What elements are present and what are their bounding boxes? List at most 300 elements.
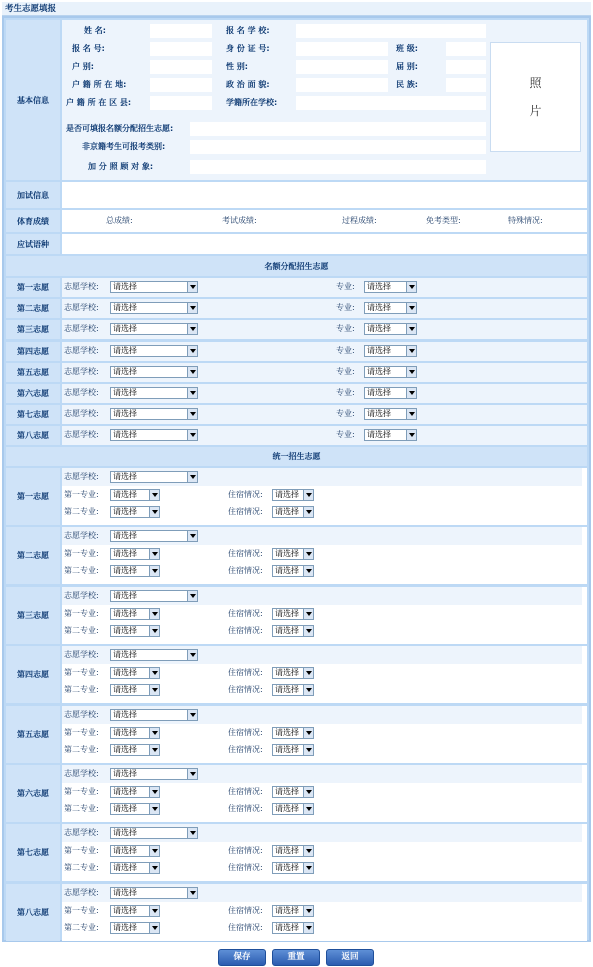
quota-school-select[interactable]	[110, 345, 198, 357]
unified-major2-select[interactable]	[110, 862, 160, 874]
chevron-down-icon	[303, 549, 313, 559]
non-beijing-type-value	[190, 140, 486, 154]
chevron-down-icon	[149, 728, 159, 738]
unified-school-select[interactable]	[110, 530, 198, 542]
unified-lodging2-label: 住宿情况:	[228, 804, 263, 813]
quota-row	[6, 299, 587, 318]
pe-exam-label: 考试成绩:	[222, 216, 257, 225]
quota-row	[6, 405, 587, 424]
gender-label: 性 别:	[226, 62, 248, 71]
school-value	[296, 24, 486, 38]
unified-lodging1-select[interactable]	[272, 905, 314, 917]
unified-school-label: 志愿学校:	[64, 531, 99, 541]
political-label: 政 治 面 貌:	[226, 80, 270, 89]
chevron-down-icon	[406, 367, 416, 377]
unified-major1-select[interactable]	[110, 489, 160, 501]
save-button[interactable]: 保存	[218, 949, 266, 966]
quota-school-label: 志愿学校:	[64, 388, 99, 397]
quota-row-content	[62, 426, 587, 445]
chevron-down-icon	[187, 828, 197, 838]
unified-lodging2-select-value: 请选择	[275, 863, 299, 873]
chevron-down-icon	[406, 388, 416, 398]
quota-school-label: 志愿学校:	[64, 430, 99, 440]
unified-lodging2-select-value: 请选择	[275, 744, 299, 754]
quota-row-content	[62, 320, 587, 339]
unified-major2-select-value: 请选择	[113, 625, 137, 635]
quota-major-select[interactable]	[364, 345, 417, 357]
unified-lodging1-select[interactable]	[272, 786, 314, 798]
unified-school-select-value: 请选择	[113, 472, 137, 481]
unified-school-select[interactable]	[110, 709, 198, 721]
quota-school-select[interactable]	[110, 323, 198, 335]
unified-school-label: 志愿学校:	[64, 887, 99, 897]
unified-lodging2-select[interactable]	[272, 922, 314, 934]
quota-row	[6, 342, 587, 361]
quota-row-content	[62, 342, 587, 361]
unified-school-select-value: 请选择	[113, 828, 137, 838]
chevron-down-icon	[149, 745, 159, 755]
unified-row	[6, 884, 587, 941]
quota-school-select[interactable]	[110, 366, 198, 378]
unified-school-select-value: 请选择	[113, 709, 137, 719]
unified-major2-select-value: 请选择	[113, 863, 137, 873]
chevron-down-icon	[303, 923, 313, 933]
gender-value	[296, 60, 388, 74]
unified-major2-label: 第二专业:	[64, 507, 99, 516]
unified-major2-select-value: 请选择	[113, 922, 137, 932]
quota-row-label: 第八志愿	[6, 426, 60, 445]
unified-major1-select[interactable]	[110, 727, 160, 739]
unified-lodging2-select[interactable]	[272, 565, 314, 577]
chevron-down-icon	[187, 888, 197, 898]
chevron-down-icon	[149, 863, 159, 873]
unified-lodging1-label: 住宿情况:	[228, 668, 263, 678]
unified-lodging2-select[interactable]	[272, 744, 314, 756]
quota-row-content	[62, 384, 587, 403]
unified-major1-label: 第一专业:	[64, 846, 99, 856]
unified-lodging1-select-value: 请选择	[275, 905, 299, 915]
unified-lodging1-select-value: 请选择	[275, 846, 299, 856]
unified-school-select[interactable]	[110, 590, 198, 602]
unified-lodging2-label: 住宿情况:	[228, 566, 263, 576]
unified-row	[6, 706, 587, 763]
quota-major-select-value: 请选择	[367, 345, 391, 355]
unified-major2-label: 第二专业:	[64, 804, 99, 813]
chevron-down-icon	[303, 685, 313, 695]
unified-school-select-value: 请选择	[113, 531, 137, 541]
quota-major-label: 专业:	[336, 324, 355, 334]
unified-major1-select[interactable]	[110, 608, 160, 620]
chevron-down-icon	[303, 863, 313, 873]
unified-lodging2-select-value: 请选择	[275, 804, 299, 813]
language-content	[62, 234, 587, 254]
chevron-down-icon	[149, 787, 159, 797]
chevron-down-icon	[303, 609, 313, 619]
unified-row-label: 第三志愿	[6, 587, 60, 644]
roll-school-value	[296, 96, 486, 110]
unified-major1-select-value: 请选择	[113, 608, 137, 618]
unified-major1-select[interactable]	[110, 845, 160, 857]
quota-school-select[interactable]	[110, 302, 198, 314]
unified-major1-label: 第一专业:	[64, 668, 99, 678]
unified-lodging2-label: 住宿情况:	[228, 685, 263, 695]
unified-section-header: 统一招生志愿	[6, 447, 587, 466]
chevron-down-icon	[303, 745, 313, 755]
unified-lodging1-select[interactable]	[272, 667, 314, 679]
pe-scores-label: 体育成绩	[6, 210, 60, 232]
chevron-down-icon	[149, 923, 159, 933]
quota-school-select-value: 请选择	[113, 345, 137, 355]
unified-school-label: 志愿学校:	[64, 769, 99, 778]
unified-row-label: 第一志愿	[6, 468, 60, 525]
unified-row-label: 第二志愿	[6, 527, 60, 584]
ethnicity-value	[446, 78, 486, 92]
chevron-down-icon	[303, 787, 313, 797]
quota-school-label: 志愿学校:	[64, 345, 99, 355]
unified-major1-select-value: 请选择	[113, 905, 137, 915]
chevron-down-icon	[406, 430, 416, 440]
unified-lodging2-select[interactable]	[272, 862, 314, 874]
chevron-down-icon	[406, 303, 416, 313]
chevron-down-icon	[187, 430, 197, 440]
hukou-place-value	[150, 78, 212, 92]
quota-row-label: 第一志愿	[6, 278, 60, 297]
roll-school-label: 学籍所在学校:	[226, 98, 278, 107]
quota-eligible-label: 是否可填报名额分配招生志愿:	[66, 124, 174, 133]
unified-row	[6, 587, 587, 644]
grad-year-label: 届 别:	[396, 62, 418, 71]
unified-lodging1-select[interactable]	[272, 727, 314, 739]
quota-school-label: 志愿学校:	[64, 366, 99, 376]
quota-school-select-value: 请选择	[113, 324, 137, 334]
quota-row-content	[62, 278, 587, 297]
chevron-down-icon	[187, 409, 197, 419]
unified-major1-label: 第一专业:	[64, 905, 99, 915]
chevron-down-icon	[406, 409, 416, 419]
unified-lodging1-select-value: 请选择	[275, 727, 299, 737]
unified-row	[6, 824, 587, 881]
chevron-down-icon	[149, 804, 159, 814]
quota-major-select[interactable]	[364, 429, 417, 441]
unified-major1-label: 第一专业:	[64, 727, 99, 737]
chevron-down-icon	[303, 728, 313, 738]
unified-major1-select-value: 请选择	[113, 668, 137, 678]
unified-major1-select-value: 请选择	[113, 490, 137, 499]
unified-lodging2-select[interactable]	[272, 803, 314, 815]
unified-lodging1-select-value: 请选择	[275, 608, 299, 618]
chevron-down-icon	[187, 769, 197, 779]
unified-lodging2-label: 住宿情况:	[228, 744, 263, 754]
grad-year-value	[446, 60, 486, 74]
unified-major2-select[interactable]	[110, 565, 160, 577]
quota-major-select[interactable]	[364, 387, 417, 399]
id-no-label: 身 份 证 号:	[226, 44, 270, 53]
quota-major-select-value: 请选择	[367, 324, 391, 334]
chevron-down-icon	[303, 846, 313, 856]
unified-school-label: 志愿学校:	[64, 590, 99, 600]
unified-school-label: 志愿学校:	[64, 650, 99, 660]
unified-lodging1-select-value: 请选择	[275, 490, 299, 499]
name-label: 姓 名:	[84, 26, 106, 35]
unified-school-label: 志愿学校:	[64, 472, 99, 481]
quota-school-label: 志愿学校:	[64, 303, 99, 313]
extra-test-content	[62, 182, 587, 208]
quota-school-select[interactable]	[110, 387, 198, 399]
chevron-down-icon	[303, 566, 313, 576]
unified-lodging2-select-value: 请选择	[275, 922, 299, 932]
unified-major1-select[interactable]	[110, 667, 160, 679]
unified-major2-label: 第二专业:	[64, 863, 99, 873]
language-row	[6, 234, 587, 254]
class-label: 班 级:	[396, 44, 418, 53]
unified-row-content	[62, 884, 587, 941]
quota-school-select[interactable]	[110, 408, 198, 420]
unified-school-select[interactable]	[110, 768, 198, 780]
chevron-down-icon	[149, 668, 159, 678]
unified-major2-select[interactable]	[110, 744, 160, 756]
form-frame	[2, 16, 591, 942]
unified-school-select[interactable]	[110, 827, 198, 839]
unified-major2-select-value: 请选择	[113, 804, 137, 813]
household-type-label: 户 别:	[72, 62, 94, 71]
unified-major2-select-value: 请选择	[113, 744, 137, 754]
quota-row-content	[62, 405, 587, 424]
quota-school-label: 志愿学校:	[64, 324, 99, 334]
non-beijing-type-label: 非京籍考生可报考类别:	[82, 142, 166, 151]
unified-lodging2-select-value: 请选择	[275, 625, 299, 635]
reg-no-label: 报 名 号:	[72, 44, 105, 53]
unified-major1-select-value: 请选择	[113, 787, 137, 796]
quota-major-select[interactable]	[364, 302, 417, 314]
unified-lodging1-label: 住宿情况:	[228, 549, 263, 559]
unified-row	[6, 468, 587, 525]
unified-lodging2-select[interactable]	[272, 684, 314, 696]
quota-major-select-value: 请选择	[367, 282, 391, 291]
chevron-down-icon	[187, 591, 197, 601]
unified-lodging2-select[interactable]	[272, 625, 314, 637]
chevron-down-icon	[149, 549, 159, 559]
chevron-down-icon	[187, 282, 197, 292]
chevron-down-icon	[149, 846, 159, 856]
quota-school-select-value: 请选择	[113, 388, 137, 397]
chevron-down-icon	[149, 490, 159, 500]
quota-row	[6, 363, 587, 382]
unified-school-select-value: 请选择	[113, 769, 137, 778]
quota-major-select-value: 请选择	[367, 409, 391, 419]
quota-major-select-value: 请选择	[367, 366, 391, 376]
unified-major2-select[interactable]	[110, 922, 160, 934]
unified-school-select[interactable]	[110, 471, 198, 483]
reset-button[interactable]: 重置	[272, 949, 320, 966]
unified-school-select[interactable]	[110, 887, 198, 899]
quota-major-select[interactable]	[364, 366, 417, 378]
class-value	[446, 42, 486, 56]
chevron-down-icon	[303, 490, 313, 500]
photo-placeholder	[490, 42, 581, 152]
quota-major-select[interactable]	[364, 323, 417, 335]
chevron-down-icon	[303, 668, 313, 678]
unified-major2-select-value: 请选择	[113, 566, 137, 576]
unified-row-content	[62, 765, 587, 822]
chevron-down-icon	[187, 531, 197, 541]
unified-lodging1-label: 住宿情况:	[228, 905, 263, 915]
chevron-down-icon	[303, 626, 313, 636]
unified-major2-label: 第二专业:	[64, 922, 99, 932]
unified-row-label: 第六志愿	[6, 765, 60, 822]
language-label: 应试语种	[6, 234, 60, 254]
pe-scores-row	[6, 210, 587, 232]
pe-scores-content	[62, 210, 587, 232]
unified-lodging1-label: 住宿情况:	[228, 608, 263, 618]
unified-major1-label: 第一专业:	[64, 490, 99, 499]
quota-major-label: 专业:	[336, 388, 355, 397]
quota-row	[6, 426, 587, 445]
unified-lodging1-label: 住宿情况:	[228, 846, 263, 856]
quota-school-label: 志愿学校:	[64, 282, 99, 291]
chevron-down-icon	[187, 710, 197, 720]
unified-row-label: 第五志愿	[6, 706, 60, 763]
unified-major2-select[interactable]	[110, 684, 160, 696]
unified-major1-select-value: 请选择	[113, 846, 137, 856]
quota-school-select-value: 请选择	[113, 303, 137, 313]
unified-major2-label: 第二专业:	[64, 744, 99, 754]
unified-major2-select-value: 请选择	[113, 507, 137, 516]
unified-major2-select[interactable]	[110, 803, 160, 815]
unified-major1-select[interactable]	[110, 548, 160, 560]
pe-process-label: 过程成绩:	[342, 216, 377, 225]
chevron-down-icon	[187, 388, 197, 398]
unified-major1-select-value: 请选择	[113, 549, 137, 559]
quota-major-label: 专业:	[336, 345, 355, 355]
bonus-target-value	[190, 160, 486, 174]
chevron-down-icon	[149, 685, 159, 695]
unified-major1-select[interactable]	[110, 786, 160, 798]
unified-row-label: 第八志愿	[6, 884, 60, 941]
quota-row-label: 第六志愿	[6, 384, 60, 403]
quota-row-label: 第三志愿	[6, 320, 60, 339]
unified-lodging1-select[interactable]	[272, 608, 314, 620]
back-button[interactable]: 返回	[326, 949, 374, 966]
quota-school-select-value: 请选择	[113, 409, 137, 419]
unified-school-select-value: 请选择	[113, 590, 137, 600]
unified-major1-label: 第一专业:	[64, 549, 99, 559]
chevron-down-icon	[149, 609, 159, 619]
unified-lodging1-label: 住宿情况:	[228, 490, 263, 499]
chevron-down-icon	[187, 324, 197, 334]
unified-school-select[interactable]	[110, 649, 198, 661]
hukou-district-value	[150, 96, 212, 110]
unified-major2-select-value: 请选择	[113, 685, 137, 695]
unified-lodging1-label: 住宿情况:	[228, 727, 263, 737]
unified-major1-label: 第一专业:	[64, 608, 99, 618]
unified-row	[6, 646, 587, 703]
quota-row-content	[62, 299, 587, 318]
school-label: 报 名 学 校:	[226, 26, 270, 35]
quota-major-label: 专业:	[336, 303, 355, 313]
unified-lodging2-label: 住宿情况:	[228, 922, 263, 932]
quota-section-header: 名额分配招生志愿	[6, 256, 587, 276]
pe-special-label: 特殊情况:	[508, 216, 543, 225]
unified-school-label: 志愿学校:	[64, 709, 99, 719]
unified-row-content	[62, 527, 587, 584]
unified-row-label: 第四志愿	[6, 646, 60, 703]
unified-lodging2-label: 住宿情况:	[228, 863, 263, 873]
chevron-down-icon	[187, 346, 197, 356]
quota-major-select-value: 请选择	[367, 303, 391, 313]
photo-text-2: 片	[529, 104, 542, 118]
unified-row-content	[62, 646, 587, 703]
quota-row-content	[62, 363, 587, 382]
quota-row	[6, 384, 587, 403]
quota-major-label: 专业:	[336, 366, 355, 376]
quota-school-select[interactable]	[110, 281, 198, 293]
unified-row-content	[62, 824, 587, 881]
chevron-down-icon	[187, 472, 197, 482]
unified-major1-select[interactable]	[110, 905, 160, 917]
unified-major2-label: 第二专业:	[64, 566, 99, 576]
quota-school-select-value: 请选择	[113, 282, 137, 291]
unified-lodging1-select[interactable]	[272, 845, 314, 857]
quota-row	[6, 278, 587, 297]
extra-test-label: 加试信息	[6, 182, 60, 208]
unified-major2-select[interactable]	[110, 506, 160, 518]
extra-test-row	[6, 182, 587, 208]
chevron-down-icon	[303, 507, 313, 517]
unified-major1-label: 第一专业:	[64, 787, 99, 796]
quota-row-label: 第五志愿	[6, 363, 60, 382]
unified-lodging1-select[interactable]	[272, 548, 314, 560]
hukou-place-label: 户 籍 所 在 地:	[72, 80, 127, 89]
unified-major2-label: 第二专业:	[64, 685, 99, 695]
household-type-value	[150, 60, 212, 74]
unified-major2-select[interactable]	[110, 625, 160, 637]
hukou-district-label: 户 籍 所 在 区 县:	[66, 98, 132, 107]
unified-lodging2-label: 住宿情况:	[228, 507, 263, 516]
chevron-down-icon	[149, 906, 159, 916]
unified-lodging1-select-value: 请选择	[275, 787, 299, 796]
chevron-down-icon	[187, 303, 197, 313]
page-title: 考生志愿填报	[2, 2, 591, 16]
chevron-down-icon	[149, 566, 159, 576]
quota-row-label: 第七志愿	[6, 405, 60, 424]
unified-lodging2-select-value: 请选择	[275, 507, 299, 516]
chevron-down-icon	[187, 367, 197, 377]
unified-school-select-value: 请选择	[113, 650, 137, 660]
unified-row-content	[62, 706, 587, 763]
unified-lodging1-select-value: 请选择	[275, 668, 299, 678]
quota-major-select[interactable]	[364, 281, 417, 293]
quota-row-label: 第四志愿	[6, 342, 60, 361]
quota-major-label: 专业:	[336, 430, 355, 440]
quota-major-label: 专业:	[336, 282, 355, 291]
unified-lodging1-select[interactable]	[272, 489, 314, 501]
quota-school-select[interactable]	[110, 429, 198, 441]
quota-school-label: 志愿学校:	[64, 409, 99, 419]
pe-total-label: 总成绩:	[106, 216, 133, 225]
bonus-target-label: 加 分 照 顾 对 象:	[88, 162, 154, 171]
quota-eligible-value	[190, 122, 486, 136]
chevron-down-icon	[149, 507, 159, 517]
unified-row	[6, 527, 587, 584]
quota-major-select[interactable]	[364, 408, 417, 420]
quota-school-select-value: 请选择	[113, 430, 137, 440]
quota-row	[6, 320, 587, 339]
chevron-down-icon	[406, 282, 416, 292]
unified-lodging1-label: 住宿情况:	[228, 787, 263, 796]
unified-major1-select-value: 请选择	[113, 727, 137, 737]
unified-lodging1-select-value: 请选择	[275, 549, 299, 559]
unified-lodging2-select[interactable]	[272, 506, 314, 518]
